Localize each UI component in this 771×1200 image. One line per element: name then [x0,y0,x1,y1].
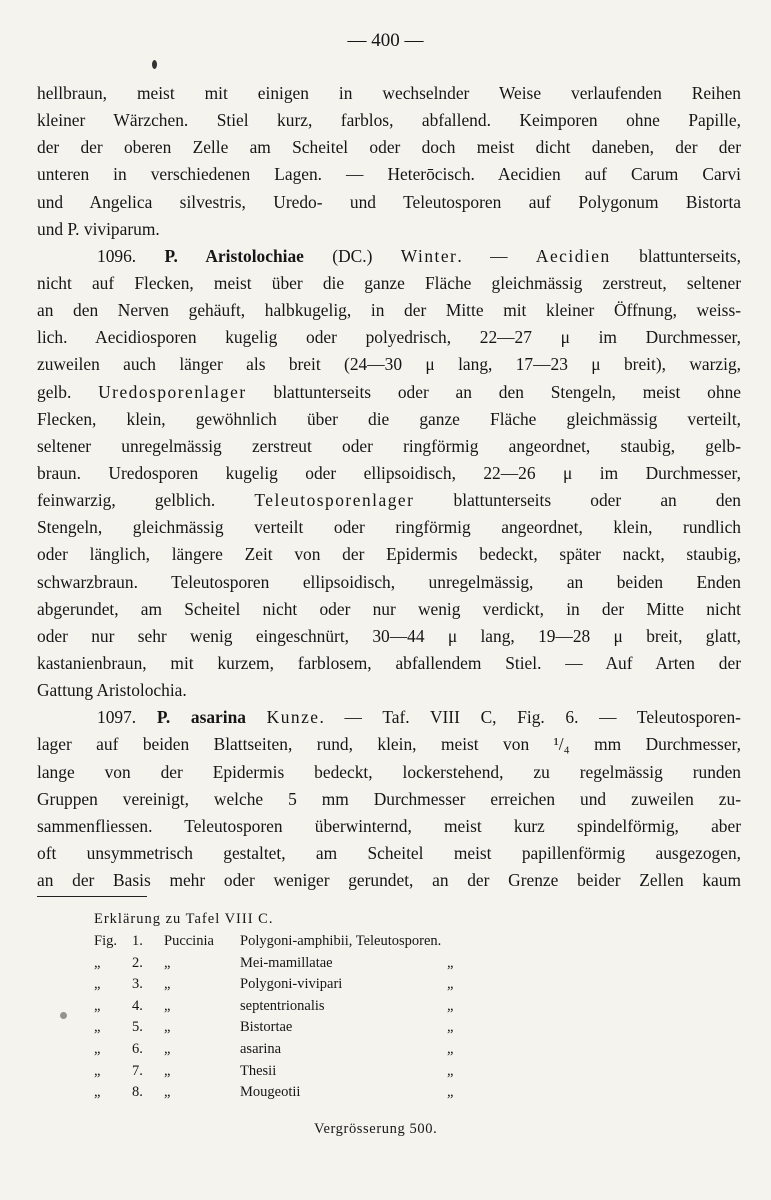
text-line [37,134,741,161]
text-run: und Angelica silvestris, Uredo- und Teleutosporen auf Polygonum Bistorta [37,191,741,212]
text-line [37,596,741,623]
legend-genus: „ [164,1084,171,1101]
text-line [37,324,741,351]
text-run: an den Nerven gehäuft, halbkugelig, in der Mitte mit kleiner Öffnung, weiss- [37,300,741,321]
text-line [37,677,741,704]
text-run: 1097. [97,707,157,728]
legend-tail: „ [447,1084,454,1101]
text-run: oder nur sehr wenig eingeschnürt, 30—44 μ lang, 19—28 μ breit, glatt, [37,625,741,646]
legend-tail: „ [447,1019,454,1036]
legend-num: 1. [132,933,143,949]
text-line [37,623,741,650]
legend-row [94,1084,534,1106]
text-line [37,243,741,270]
text-run: gelb. [37,381,99,402]
text-line [37,731,741,758]
text-run: lange von der Epidermis bedeckt, lockerstehend, zu regelmässig runden [37,761,741,782]
legend-species: Thesii [240,1062,277,1079]
text-run: (DC.) [303,245,401,266]
legend-num: 2. [132,954,143,971]
legend-genus: „ [164,1019,171,1036]
legend-tail: „ [447,954,454,971]
spaced-term: Kunze [266,707,320,728]
legend-row [94,955,534,977]
text-line [37,351,741,378]
text-run: abgerundet, am Scheitel nicht oder nur wenig verdickt, in der Mitte nicht [37,598,741,619]
text-run: . — [457,245,536,266]
text-run: nicht auf Flecken, meist über die ganze Fläche gleichmässig zerstreut, seltener [37,272,741,293]
legend-row [94,1041,534,1063]
legend-fig: „ [94,954,101,971]
text-line [37,297,741,324]
legend-title: Erklärung zu Tafel VIII C. [94,911,274,927]
text-run: oft unsymmetrisch gestaltet, am Scheitel meist papillenförmig ausgezogen, [37,842,741,863]
legend-num: 5. [132,1019,143,1036]
legend-row [94,976,534,998]
text-line [37,433,741,460]
spaced-term: Aecidien [535,245,611,266]
text-run: der der oberen Zelle am Scheitel oder doch meist dicht daneben, der der [37,137,741,158]
text-run: kleiner Wärzchen. Stiel kurz, farblos, abfallend. Keimporen ohne Papille, [37,110,741,131]
legend-row [94,933,534,955]
text-line [37,270,741,297]
legend-tail: „ [447,1062,454,1079]
text-line [37,541,741,568]
legend-fig: „ [94,976,101,993]
footnote-rule [37,896,147,897]
page-number: — 400 — [347,30,424,51]
legend-genus: „ [164,1041,171,1057]
text-run: seltener unregelmässig zerstreut oder ringförmig angeordnet, staubig, gelb- [37,435,741,456]
legend-num: 6. [132,1041,143,1057]
legend-genus: Puccinia [164,933,214,949]
legend-tail: „ [447,1041,454,1057]
legend-species: septentrionalis [240,997,325,1014]
text-run: unteren in verschiedenen Lagen. — Heterōcisch. Aecidien auf Carum Carvi [37,164,741,185]
text-run: blattunterseits oder an den [414,490,741,511]
text-run: braun. Uredosporen kugelig oder ellipsoidisch, 22—26 μ im Durchmesser, [37,462,741,483]
text-line [37,189,741,216]
legend-genus: „ [164,976,171,993]
legend-species: Polygoni-amphibii, Teleutosporen. [240,933,442,949]
text-line [37,107,741,134]
text-run: oder länglich, längere Zeit von der Epidermis bedeckt, später nackt, staubig, [37,544,741,565]
legend-fig: „ [94,1084,101,1101]
text-line [37,569,741,596]
text-line [37,80,741,107]
text-line [37,786,741,813]
legend-fig: „ [94,1062,101,1079]
legend-fig: „ [94,1041,101,1057]
text-run: hellbraun, meist mit einigen in wechselnder Weise verlaufenden Reihen [37,83,741,103]
ink-speck [152,60,157,69]
legend-row [94,1019,534,1041]
text-line [37,379,741,406]
legend-genus: „ [164,997,171,1014]
main-text [37,80,741,894]
legend-species: Mougeotii [240,1084,301,1101]
text-line [37,759,741,786]
text-run: . — Taf. VIII C, Fig. 6. — Teleutosporen- [319,707,741,728]
text-run: Stengeln, gleichmässig verteilt oder ringförmig angeordnet, klein, rundlich [37,517,741,538]
legend-row [94,998,534,1020]
text-run: zuweilen auch länger als breit (24—30 μ lang, 17—23 μ breit), warzig, [37,354,741,375]
text-line [37,216,741,243]
text-line [37,813,741,840]
text-run: 1096. [97,245,165,266]
text-run: an der Basis mehr oder weniger gerundet, an der Grenze beider Zellen kaum [37,870,741,891]
text-line [37,161,741,188]
text-run [246,707,267,727]
legend-row [94,1063,534,1085]
legend-genus: „ [164,1062,171,1079]
text-line [37,840,741,867]
text-run: feinwarzig, gelblich. [37,490,255,511]
legend-fig: Fig. [94,933,117,949]
text-line [37,867,741,894]
spaced-term: Uredosporenlager [98,381,247,402]
legend-genus: „ [164,954,171,971]
text-run: kastanienbraun, mit kurzem, farblosem, abfallendem Stiel. — Auf Arten der [37,652,741,673]
text-line [37,406,741,433]
text-run: Gattung Aristolochia. [37,680,187,701]
legend-species: Mei-mamillatae [240,954,333,971]
text-run: lich. Aecidiosporen kugelig oder polyedrisch, 22—27 μ im Durchmesser, [37,327,741,348]
legend-num: 8. [132,1084,143,1101]
legend-footer: Vergrösserung 500. [314,1121,438,1137]
legend-fig: „ [94,997,101,1014]
text-run: sammenfliessen. Teleutosporen überwinternd, meist kurz spindelförmig, aber [37,815,741,836]
legend-species: Polygoni-vivipari [240,976,343,993]
legend-tail: „ [447,976,454,993]
spaced-term: Winter [400,245,458,266]
species-name: P. Aristolochiae [164,245,304,266]
legend-species: Bistortae [240,1019,293,1036]
text-run: Flecken, klein, gewöhnlich über die ganze Fläche gleichmässig verteilt, [37,408,741,429]
legend-tail: „ [447,997,454,1014]
legend-num: 4. [132,997,143,1014]
legend-num: 3. [132,976,143,993]
text-line [37,487,741,514]
spaced-term: Teleutosporenlager [254,490,415,511]
legend-fig: „ [94,1019,101,1036]
text-run: Gruppen vereinigt, welche 5 mm Durchmesser erreichen und zuweilen zu- [37,788,741,809]
text-run: lager auf beiden Blattseiten, rund, klein, meist von ¹/₄ mm Durchmesser, [37,734,741,755]
text-line [37,460,741,487]
text-line [37,650,741,677]
text-run: und P. viviparum. [37,218,160,239]
text-run: blattunterseits, [610,245,741,266]
text-line [37,704,741,731]
text-run: blattunterseits oder an den Stengeln, meist ohne [246,381,741,402]
species-name: P. asarina [156,707,246,728]
ink-speck [60,1012,67,1019]
text-line [37,514,741,541]
legend-num: 7. [132,1062,143,1079]
text-run: schwarzbraun. Teleutosporen ellipsoidisch, unregelmässig, an beiden Enden [37,571,741,592]
legend-species: asarina [240,1041,282,1057]
